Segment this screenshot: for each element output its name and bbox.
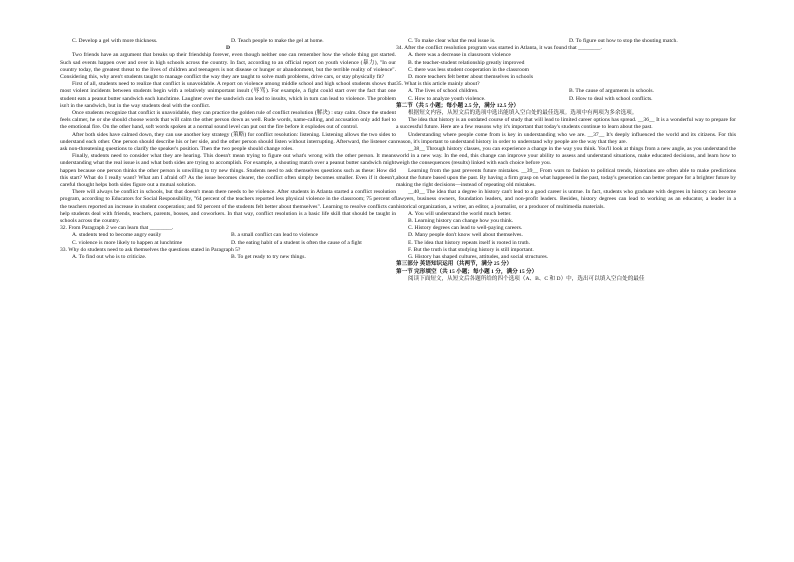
section-2-options [396, 211, 736, 261]
passage-paragraph: The idea that history is an outdated course of study that will lead to limited career options has spread. __36__ It is a wonderful way to prepare for a successful future. Here are a few reasons why it's important that today's students continue to learn about the past. [396, 117, 736, 131]
option-d: D. To figure out how to stop the shouting match. [569, 38, 678, 44]
passage-paragraph: Once students recognize that conflict is unavoidable, they can practice the golden rule of conflict resolution (解决) : stay calm. Once the student feels calmer, he or she should choose words that will calm the other person down as well. Rude words, name-calling, and accusation only add fuel to the emotional fire. On the other hand, soft words spoken at a normal sound level can put out the fire before it explodes out of control. [60, 110, 396, 131]
question-32: 32. From Paragraph 2 we can learn that ________. [60, 225, 174, 232]
option-c: C. there was less student cooperation in the classroom [408, 66, 530, 73]
question-34: 34. After the conflict resolution program was started in Atlanta, it was found that ________. [396, 45, 602, 52]
option-b: B. a small conflict can lead to violence [231, 232, 318, 239]
option-d: D. more teachers felt better about themselves in schools [408, 74, 534, 81]
question-35: 35. What is this article mainly about? [396, 81, 480, 88]
passage-paragraph: There will always be conflict in schools, but that doesn't mean there needs to be violence. After students in Atlanta started a conflict resolution program, according to Educators for Social Responsibility, "64 percent of the teachers reported less physical violence in the classroom; 75 percent of the teachers reported an increase in student cooperation; and 92 percent of the students felt better about themselves". Learning to resolve conflicts can help students deal with friends, teachers, parents, bosses, and coworkers. In that way, conflict resolution is a basic life skill that should be taught in schools across the country. [60, 189, 396, 225]
option-f: F. But the truth is that studying history is still important. [408, 246, 534, 253]
option-e: E. The idea that history repeats itself is rooted in truth. [408, 239, 530, 246]
question-33-options [60, 254, 396, 261]
option-d: D. the eating habit of a student is often the cause of a fight [231, 239, 362, 246]
option-d: D. How to deal with school conflicts. [569, 95, 653, 102]
option-a: A. You will understand the world much better. [408, 210, 512, 217]
right-column [396, 38, 736, 283]
option-a: A. students tend to become angry easily [72, 232, 162, 239]
option-b: B. the teacher-student relationship greatly improved [408, 59, 525, 66]
section-2-title: 第二节（共 5 小题；每小题 2.5 分，满分 12.5 分） [396, 102, 520, 109]
option-d: D. Teach people to make the gel at home. [231, 38, 324, 44]
passage-paragraph: Two friends have an argument that breaks up their friendship forever, even though neither one can remember how the whole thing got started. Such sad events happen over and over in high schools across the country. In fact, according to an official report on youth violence (暴力), "In our country today, the greatest threat to the lives of children and teenagers is not disease or hunger or abandonment, but the terrible reality of violence". Considering this, why aren't students taught to manage conflict the way they are taught to solve math problems, drive cars, or stay physically fit? [60, 52, 396, 81]
passage-d-heading: D [225, 45, 231, 52]
option-a: A. The lives of school children. [408, 88, 479, 95]
passage-paragraph: Learning from the past prevents future mistakes. __39__ From wars to fashion to political trends, historians are often able to make predictions about the future based upon the past. By having a firm grasp on what happened in the past, today's generation can better prepare for a brighter future by making the right decisions—instead of repeating old mistakes. [396, 167, 736, 189]
question-33: 33. Why do students need to ask themselves the questions stated in Paragraph 5? [60, 246, 241, 253]
option-b: B. To get ready to try new things. [231, 254, 306, 261]
option-a: A. there was a decrease in classroom violence [408, 52, 511, 59]
option-c: C. To make clear what the real issue is. [408, 38, 496, 44]
option-d: D. Many people don't know well about themselves. [408, 232, 523, 239]
option-a: A. To find out who is to criticize. [72, 254, 147, 261]
passage-paragraph: First of all, students need to realize that conflict is unavoidable. A report on violence among middle school and high school students shows that most violent incidents between students begin with a relatively unimportant insult (辱骂). For example, a fight could start over the fact that one student eats a peanut butter sandwich each lunchtime. Laughter over the sandwich can lead to insults, which in turn can lead to violence. The problem isn't in the sandwich, but in the way students deal with the conflict. [60, 81, 396, 109]
left-column [60, 38, 396, 261]
section-2-instructions: 根据短文内容，从短文后的选项中选出能填入空白处的最佳选项。选项中有两项为多余选项。 [408, 110, 638, 117]
passage-paragraph: After both sides have calmed down, they can use another key strategy (策略) for conflict resolution: listening. Listening allows the two sides to understand each other. One person should describe his or her side, and the other person should listen without interrupting. Afterward, the listener can ask non-threatening questions to clarify the speaker's position. Then the two people should change roles. [60, 131, 396, 153]
section-1-title: 第一节 完形填空（共 15 小题；每小题 1 分，满分 15 分） [396, 268, 538, 275]
section-1-instructions: 阅读下面短文，从短文后各题所给的四个选项（A、B、C 和 D）中，选出可以填入空白处的最佳 [408, 275, 645, 282]
question-35-options [396, 88, 736, 102]
passage-paragraph: Finally, students need to consider what they are hearing. This doesn't mean trying to figure out what's wrong with the other person. It means understanding what the real issue is and what both sides are trying to accomplish. For example, a shouting match over a peanut butter sandwich might happen because one person thinks the other person is unwilling to try new things. Students need to ask themselves questions such as these: How did this start? What do I really want? What am I afraid of? As the issue becomes clearer, the conflict often simply becomes smaller. Even if it doesn't, careful thought helps both sides figure out a mutual solution. [60, 153, 396, 189]
option-c: C. History degrees can lead to well-paying careers. [408, 225, 523, 232]
part-3-title: 第三部分 英语知识运用（共两节，满分 25 分） [396, 261, 513, 268]
question-34-options [396, 52, 736, 81]
option-c: C. Develop a gel with more thickness. [72, 38, 158, 44]
option-c: C. violence is more likely to happen at lunchtime [72, 239, 183, 246]
option-b: B. Learning history can change how you think. [408, 218, 514, 225]
question-32-options [60, 232, 396, 246]
q31-remaining-options [60, 38, 396, 45]
passage-paragraph: Understanding where people come from is key in understanding who we are. __37__ It's deeply influenced the world and its citizens. For this reason, it's important to understand history in order to understand why people are the way that they are. [396, 131, 736, 145]
passage-paragraph: __40__ The idea that a degree in history can't lead to a good career is untrue. In fact, students who graduate with degrees in history can become lawyers, business owners, foundation leaders, and non-profit leaders. Besides, history degrees can lead to working as an educator, a leader in a historical organization, a writer, an editor, a journalist, or a producer of multimedia materials. [396, 189, 736, 210]
option-b: B. The cause of arguments in schools. [569, 88, 654, 95]
passage-paragraph: __38__ Through history classes, you can experience a change in the way you think. You'll look at things from a new angle, as you understand the world in a new way. In the end, this change can improve your ability to assess and understand situations, make educated decisions, and learn how to weigh the consequences (results) linked with each choice before you. [396, 146, 736, 167]
option-g: G. History has shaped cultures, attitudes, and social structures. [408, 254, 549, 261]
option-c: C. How to analyze youth violence. [408, 95, 486, 102]
